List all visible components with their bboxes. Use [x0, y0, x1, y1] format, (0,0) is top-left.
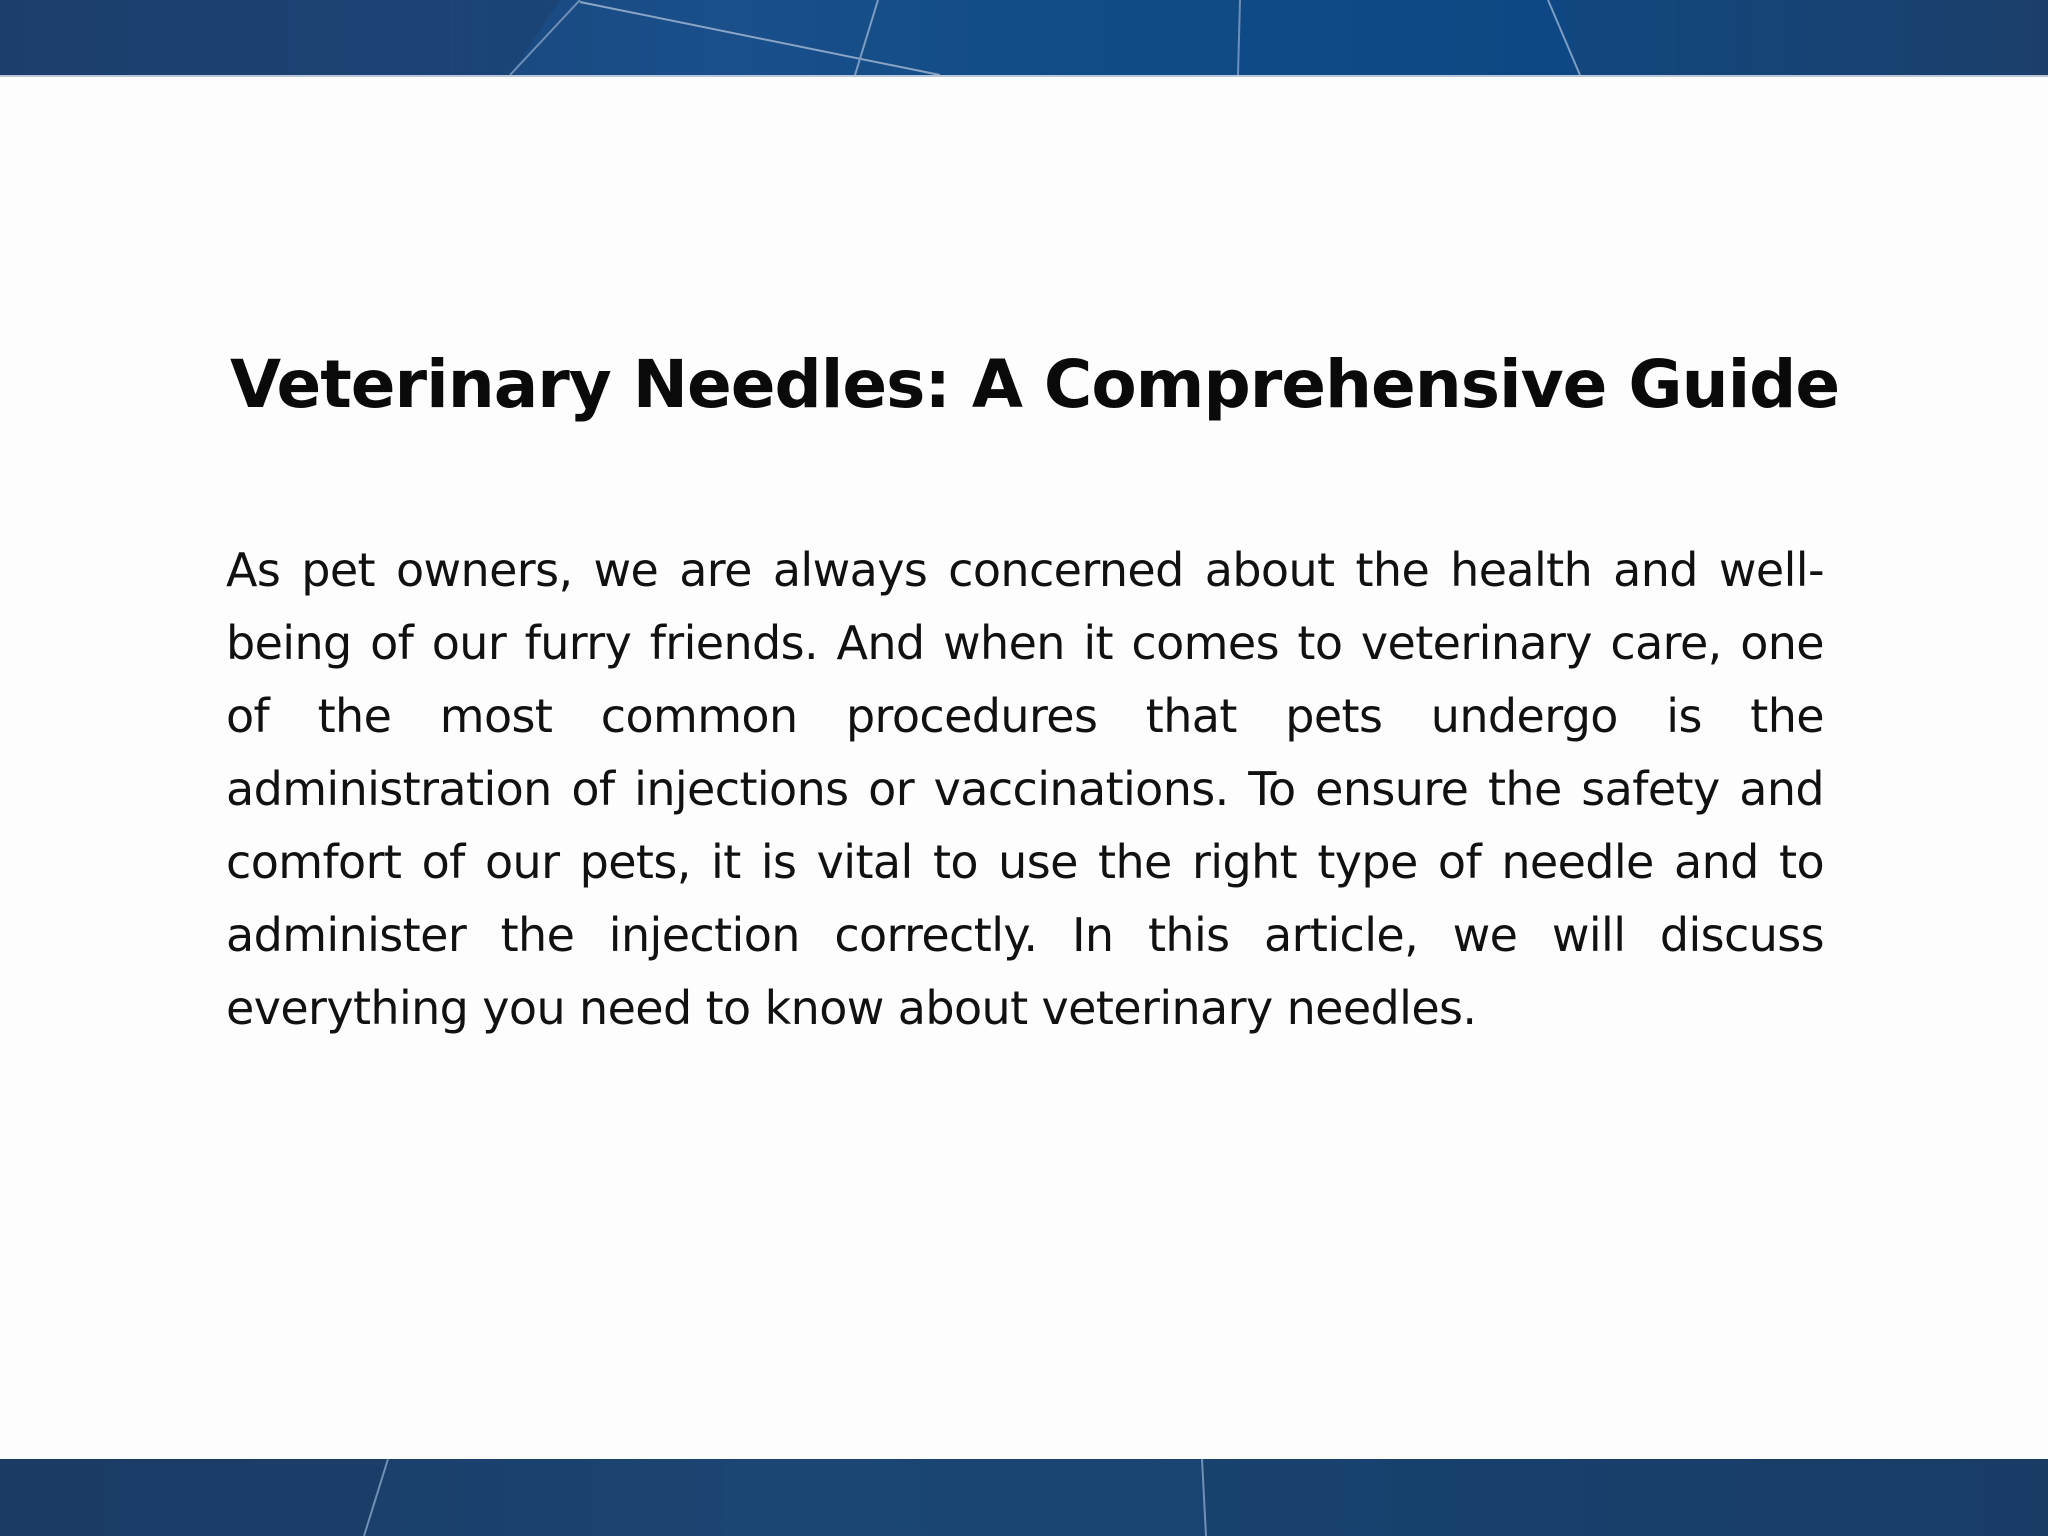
- bottom-decorative-band: [0, 1459, 2048, 1536]
- slide-title: Veterinary Needles: A Comprehensive Guide: [230, 346, 1840, 423]
- bottom-band-pattern: [0, 1459, 2048, 1536]
- top-decorative-band: [0, 0, 2048, 77]
- top-band-pattern: [0, 0, 2048, 75]
- slide-body-paragraph: As pet owners, we are always concerned about the health and well-being of our furry friends. And when it comes to veterinary care, one of the most common procedures that pets undergo is the administration of injections or vaccinations. To ensure the safety and comfort of our pets, it is vital to use the right type of needle and to administer the injection correctly. In this article, we will discuss everything you need to know about veterinary needles.: [226, 543, 1824, 1035]
